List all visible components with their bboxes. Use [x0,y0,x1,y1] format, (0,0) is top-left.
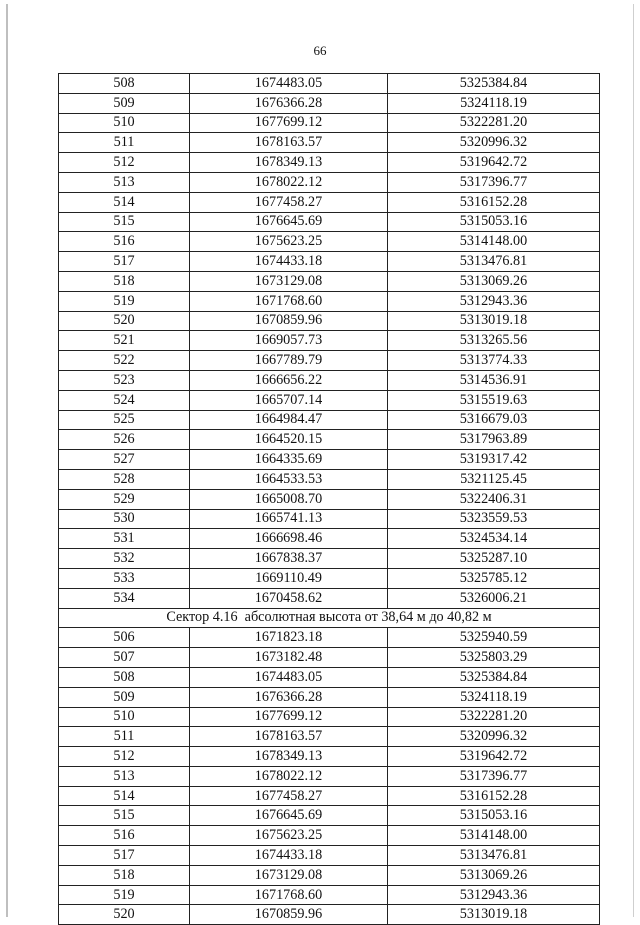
x-coordinate: 1669110.49 [190,568,388,588]
point-number: 533 [59,568,190,588]
table-row [59,450,600,470]
y-coordinate: 5314536.91 [388,370,600,390]
y-coordinate: 5325384.84 [388,667,600,687]
point-number: 515 [59,806,190,826]
x-coordinate: 1675623.25 [190,232,388,252]
point-number: 525 [59,410,190,430]
x-coordinate: 1670458.62 [190,588,388,608]
x-coordinate: 1673182.48 [190,648,388,668]
y-coordinate: 5313476.81 [388,846,600,866]
y-coordinate: 5324534.14 [388,529,600,549]
table-row [59,410,600,430]
table-row [59,113,600,133]
table-row [59,172,600,192]
table-row [59,826,600,846]
y-coordinate: 5320996.32 [388,727,600,747]
table-body-before [59,74,600,609]
y-coordinate: 5322406.31 [388,489,600,509]
x-coordinate: 1678022.12 [190,172,388,192]
x-coordinate: 1665707.14 [190,390,388,410]
table-row [59,212,600,232]
y-coordinate: 5313019.18 [388,311,600,331]
x-coordinate: 1677458.27 [190,192,388,212]
y-coordinate: 5316152.28 [388,192,600,212]
table-row [59,806,600,826]
x-coordinate: 1667838.37 [190,549,388,569]
table-row [59,509,600,529]
point-number: 517 [59,846,190,866]
x-coordinate: 1674483.05 [190,74,388,94]
point-number: 517 [59,252,190,272]
point-number: 508 [59,74,190,94]
x-coordinate: 1673129.08 [190,865,388,885]
point-number: 511 [59,727,190,747]
y-coordinate: 5319642.72 [388,747,600,767]
y-coordinate: 5325785.12 [388,568,600,588]
y-coordinate: 5324118.19 [388,93,600,113]
table-row [59,93,600,113]
table-row [59,351,600,371]
y-coordinate: 5321125.45 [388,469,600,489]
y-coordinate: 5313069.26 [388,865,600,885]
x-coordinate: 1674433.18 [190,846,388,866]
y-coordinate: 5325287.10 [388,549,600,569]
table-row [59,648,600,668]
table-row [59,747,600,767]
x-coordinate: 1677699.12 [190,707,388,727]
y-coordinate: 5316152.28 [388,786,600,806]
y-coordinate: 5314148.00 [388,826,600,846]
x-coordinate: 1675623.25 [190,826,388,846]
point-number: 526 [59,430,190,450]
y-coordinate: 5325384.84 [388,74,600,94]
x-coordinate: 1673129.08 [190,271,388,291]
point-number: 522 [59,351,190,371]
page-number: 66 [313,43,327,58]
point-number: 520 [59,905,190,925]
y-coordinate: 5314148.00 [388,232,600,252]
table-row [59,252,600,272]
table-row [59,430,600,450]
table-row [59,667,600,687]
x-coordinate: 1676366.28 [190,93,388,113]
x-coordinate: 1671768.60 [190,291,388,311]
x-coordinate: 1664335.69 [190,450,388,470]
x-coordinate: 1678163.57 [190,133,388,153]
x-coordinate: 1667789.79 [190,351,388,371]
point-number: 516 [59,826,190,846]
table-row [59,628,600,648]
point-number: 518 [59,865,190,885]
x-coordinate: 1674433.18 [190,252,388,272]
point-number: 509 [59,93,190,113]
y-coordinate: 5323559.53 [388,509,600,529]
table-row [59,687,600,707]
table-row [59,469,600,489]
table-row [59,74,600,94]
x-coordinate: 1671768.60 [190,885,388,905]
table-row [59,727,600,747]
y-coordinate: 5312943.36 [388,885,600,905]
table-row [59,489,600,509]
x-coordinate: 1664520.15 [190,430,388,450]
y-coordinate: 5317396.77 [388,766,600,786]
point-number: 510 [59,707,190,727]
x-coordinate: 1669057.73 [190,331,388,351]
y-coordinate: 5322281.20 [388,113,600,133]
table-row [59,568,600,588]
point-number: 506 [59,628,190,648]
point-number: 513 [59,766,190,786]
table-row [59,529,600,549]
coordinates-table [58,73,600,925]
point-number: 534 [59,588,190,608]
y-coordinate: 5313019.18 [388,905,600,925]
x-coordinate: 1665741.13 [190,509,388,529]
point-number: 532 [59,549,190,569]
x-coordinate: 1674483.05 [190,667,388,687]
point-number: 518 [59,271,190,291]
y-coordinate: 5325940.59 [388,628,600,648]
x-coordinate: 1678349.13 [190,153,388,173]
table-row [59,846,600,866]
sector-heading-row [59,608,600,628]
table-row [59,133,600,153]
x-coordinate: 1677458.27 [190,786,388,806]
y-coordinate: 5320996.32 [388,133,600,153]
table-row [59,192,600,212]
x-coordinate: 1676645.69 [190,212,388,232]
y-coordinate: 5312943.36 [388,291,600,311]
x-coordinate: 1671823.18 [190,628,388,648]
table-row [59,331,600,351]
y-coordinate: 5316679.03 [388,410,600,430]
table-row [59,271,600,291]
point-number: 515 [59,212,190,232]
point-number: 531 [59,529,190,549]
point-number: 529 [59,489,190,509]
table-row [59,232,600,252]
y-coordinate: 5313476.81 [388,252,600,272]
point-number: 530 [59,509,190,529]
x-coordinate: 1678163.57 [190,727,388,747]
table-row [59,153,600,173]
table-row [59,588,600,608]
y-coordinate: 5315519.63 [388,390,600,410]
point-number: 519 [59,291,190,311]
table-body-after [59,628,600,925]
y-coordinate: 5317963.89 [388,430,600,450]
point-number: 524 [59,390,190,410]
x-coordinate: 1666698.46 [190,529,388,549]
point-number: 519 [59,885,190,905]
x-coordinate: 1678022.12 [190,766,388,786]
y-coordinate: 5319642.72 [388,153,600,173]
y-coordinate: 5322281.20 [388,707,600,727]
point-number: 514 [59,786,190,806]
point-number: 528 [59,469,190,489]
table-row [59,549,600,569]
table-row [59,885,600,905]
y-coordinate: 5319317.42 [388,450,600,470]
y-coordinate: 5315053.16 [388,806,600,826]
point-number: 514 [59,192,190,212]
sector-heading: Сектор 4.16 абсолютная высота от 38,64 м до 40,82 м [59,608,600,628]
table-row [59,786,600,806]
x-coordinate: 1678349.13 [190,747,388,767]
table-row [59,370,600,390]
point-number: 512 [59,153,190,173]
x-coordinate: 1670859.96 [190,311,388,331]
y-coordinate: 5313265.56 [388,331,600,351]
table-row [59,707,600,727]
y-coordinate: 5317396.77 [388,172,600,192]
point-number: 520 [59,311,190,331]
y-coordinate: 5315053.16 [388,212,600,232]
table-row [59,905,600,925]
point-number: 521 [59,331,190,351]
y-coordinate: 5313069.26 [388,271,600,291]
x-coordinate: 1665008.70 [190,489,388,509]
x-coordinate: 1666656.22 [190,370,388,390]
table-row [59,311,600,331]
x-coordinate: 1670859.96 [190,905,388,925]
table-row [59,865,600,885]
x-coordinate: 1676645.69 [190,806,388,826]
y-coordinate: 5313774.33 [388,351,600,371]
table-row [59,766,600,786]
x-coordinate: 1664533.53 [190,469,388,489]
point-number: 509 [59,687,190,707]
point-number: 527 [59,450,190,470]
point-number: 516 [59,232,190,252]
y-coordinate: 5324118.19 [388,687,600,707]
point-number: 513 [59,172,190,192]
table-row [59,291,600,311]
point-number: 523 [59,370,190,390]
point-number: 512 [59,747,190,767]
x-coordinate: 1676366.28 [190,687,388,707]
sector-heading-body [59,608,600,628]
point-number: 507 [59,648,190,668]
table-row [59,390,600,410]
y-coordinate: 5326006.21 [388,588,600,608]
point-number: 510 [59,113,190,133]
x-coordinate: 1664984.47 [190,410,388,430]
point-number: 511 [59,133,190,153]
y-coordinate: 5325803.29 [388,648,600,668]
x-coordinate: 1677699.12 [190,113,388,133]
point-number: 508 [59,667,190,687]
